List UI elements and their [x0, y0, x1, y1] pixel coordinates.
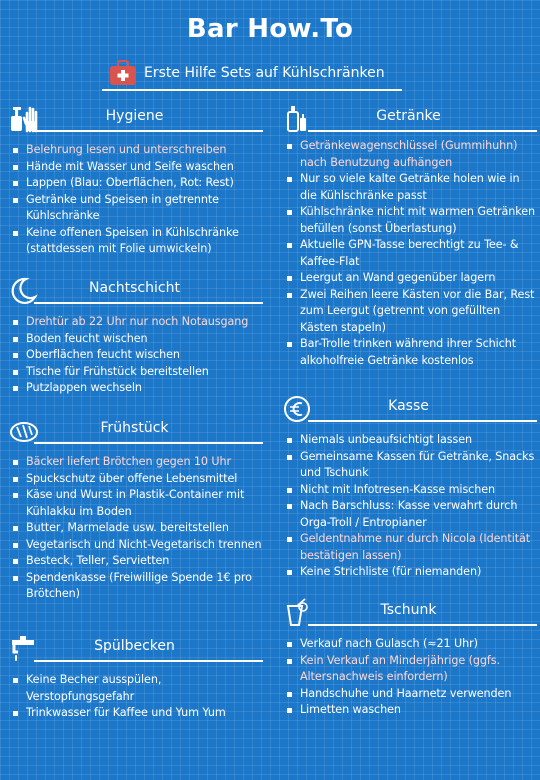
list-item: Aktuelle GPN-Tasse berechtigt zu Tee- & Kaffee-Flat — [280, 237, 537, 270]
hygiene-list — [6, 142, 263, 258]
list-item: Bäcker liefert Brötchen gegen 10 Uhr — [6, 454, 263, 471]
kasse-list — [280, 432, 537, 581]
list-item: Trinkwasser für Kaffee und Yum Yum — [6, 705, 263, 722]
list-item: Keine Becher ausspülen, Verstopfungsgefahr — [6, 672, 263, 705]
list-item: Tische für Frühstück bereitstellen — [6, 364, 263, 381]
section-title: Kasse — [388, 398, 429, 414]
section-header — [6, 634, 263, 666]
list-item: Kein Verkauf an Minderjährige (ggfs. Altersnachweis einfordern) — [280, 653, 537, 686]
list-item: Keine offenen Speisen in Kühlschränke (stattdessen mit Folie umwickeln) — [6, 225, 263, 258]
section-divider — [34, 660, 263, 662]
list-item: Belehrung lesen und unterschreiben — [6, 142, 263, 159]
nachtschicht-list — [6, 314, 263, 397]
section-divider — [308, 130, 537, 132]
section-header — [280, 598, 537, 630]
list-item: Putzlappen wechseln — [6, 380, 263, 397]
list-item: Getränke und Speisen in getrennte Kühlschränke — [6, 192, 263, 225]
section-title: Nachtschicht — [89, 280, 180, 296]
section-title: Spülbecken — [94, 638, 175, 654]
section-kasse — [280, 394, 537, 581]
list-item: Oberflächen feucht wischen — [6, 347, 263, 364]
list-item: Drehtür ab 22 Uhr nur noch Notausgang — [6, 314, 263, 331]
section-divider — [34, 302, 263, 304]
section-hygiene — [6, 104, 263, 258]
list-item: Spuckschutz über offene Lebensmittel — [6, 471, 263, 488]
list-item: Limetten waschen — [280, 702, 537, 719]
section-spuelbecken — [6, 634, 263, 722]
section-divider — [34, 442, 263, 444]
list-item: Nicht mit Infotresen-Kasse mischen — [280, 482, 537, 499]
section-title: Tschunk — [380, 602, 437, 618]
first-aid-note — [108, 57, 385, 89]
list-item: Butter, Marmelade usw. bereitstellen — [6, 520, 263, 537]
section-nachtschicht — [6, 276, 263, 397]
section-getraenke — [280, 104, 537, 369]
list-item: Handschuhe und Haarnetz verwenden — [280, 686, 537, 703]
list-item: Gemeinsame Kassen für Getränke, Snacks und Tschunk — [280, 449, 537, 482]
section-header — [6, 276, 263, 308]
list-item: Niemals unbeaufsichtigt lassen — [280, 432, 537, 449]
tschunk-list — [280, 636, 537, 719]
first-aid-note-text: Erste Hilfe Sets auf Kühlschränken — [144, 65, 385, 81]
list-item: Leergut an Wand gegenüber lagern — [280, 270, 537, 287]
list-item: Boden feucht wischen — [6, 331, 263, 348]
section-header — [280, 394, 537, 426]
section-title: Hygiene — [105, 108, 164, 124]
section-title: Frühstück — [100, 420, 169, 436]
section-divider — [308, 624, 537, 626]
list-item: Nur so viele kalte Getränke holen wie in die Kühlschränke passt — [280, 171, 537, 204]
list-item: Besteck, Teller, Servietten — [6, 553, 263, 570]
subtitle-underline — [102, 89, 402, 91]
list-item: Käse und Wurst in Plastik-Container mit Kühlakku im Boden — [6, 487, 263, 520]
list-item: Lappen (Blau: Oberflächen, Rot: Rest) — [6, 175, 263, 192]
list-item: Verkauf nach Gulasch (≈21 Uhr) — [280, 636, 537, 653]
section-header — [6, 104, 263, 136]
first-aid-kit-icon — [108, 59, 138, 87]
section-title: Getränke — [376, 108, 441, 124]
section-fruehstueck — [6, 416, 263, 603]
section-divider — [34, 130, 263, 132]
fruehstueck-list — [6, 454, 263, 603]
section-divider — [308, 420, 537, 422]
section-header — [6, 416, 263, 448]
section-header — [280, 104, 537, 136]
list-item: Bar-Trolle trinken während ihrer Schicht alkoholfreie Getränke kostenlos — [280, 336, 537, 369]
list-item: Kühlschränke nicht mit warmen Getränken befüllen (sonst Überlastung) — [280, 204, 537, 237]
getraenke-list — [280, 138, 537, 369]
list-item: Spendenkasse (Freiwillige Spende 1€ pro Brötchen) — [6, 570, 263, 603]
list-item: Hände mit Wasser und Seife waschen — [6, 159, 263, 176]
section-tschunk — [280, 598, 537, 719]
list-item: Getränkewagenschlüssel (Gummihuhn) nach Benutzung aufhängen — [280, 138, 537, 171]
spuelbecken-list — [6, 672, 263, 722]
page-title: Bar How.To — [186, 14, 354, 44]
list-item: Nach Barschluss: Kasse verwahrt durch Orga-Troll / Entropianer — [280, 498, 537, 531]
list-item: Zwei Reihen leere Kästen vor die Bar, Rest zum Leergut (getrennt von gefüllten Kästen stapeln) — [280, 287, 537, 337]
list-item: Geldentnahme nur durch Nicola (Identität bestätigen lassen) — [280, 531, 537, 564]
list-item: Vegetarisch und Nicht-Vegetarisch trennen — [6, 537, 263, 554]
list-item: Keine Strichliste (für niemanden) — [280, 564, 537, 581]
